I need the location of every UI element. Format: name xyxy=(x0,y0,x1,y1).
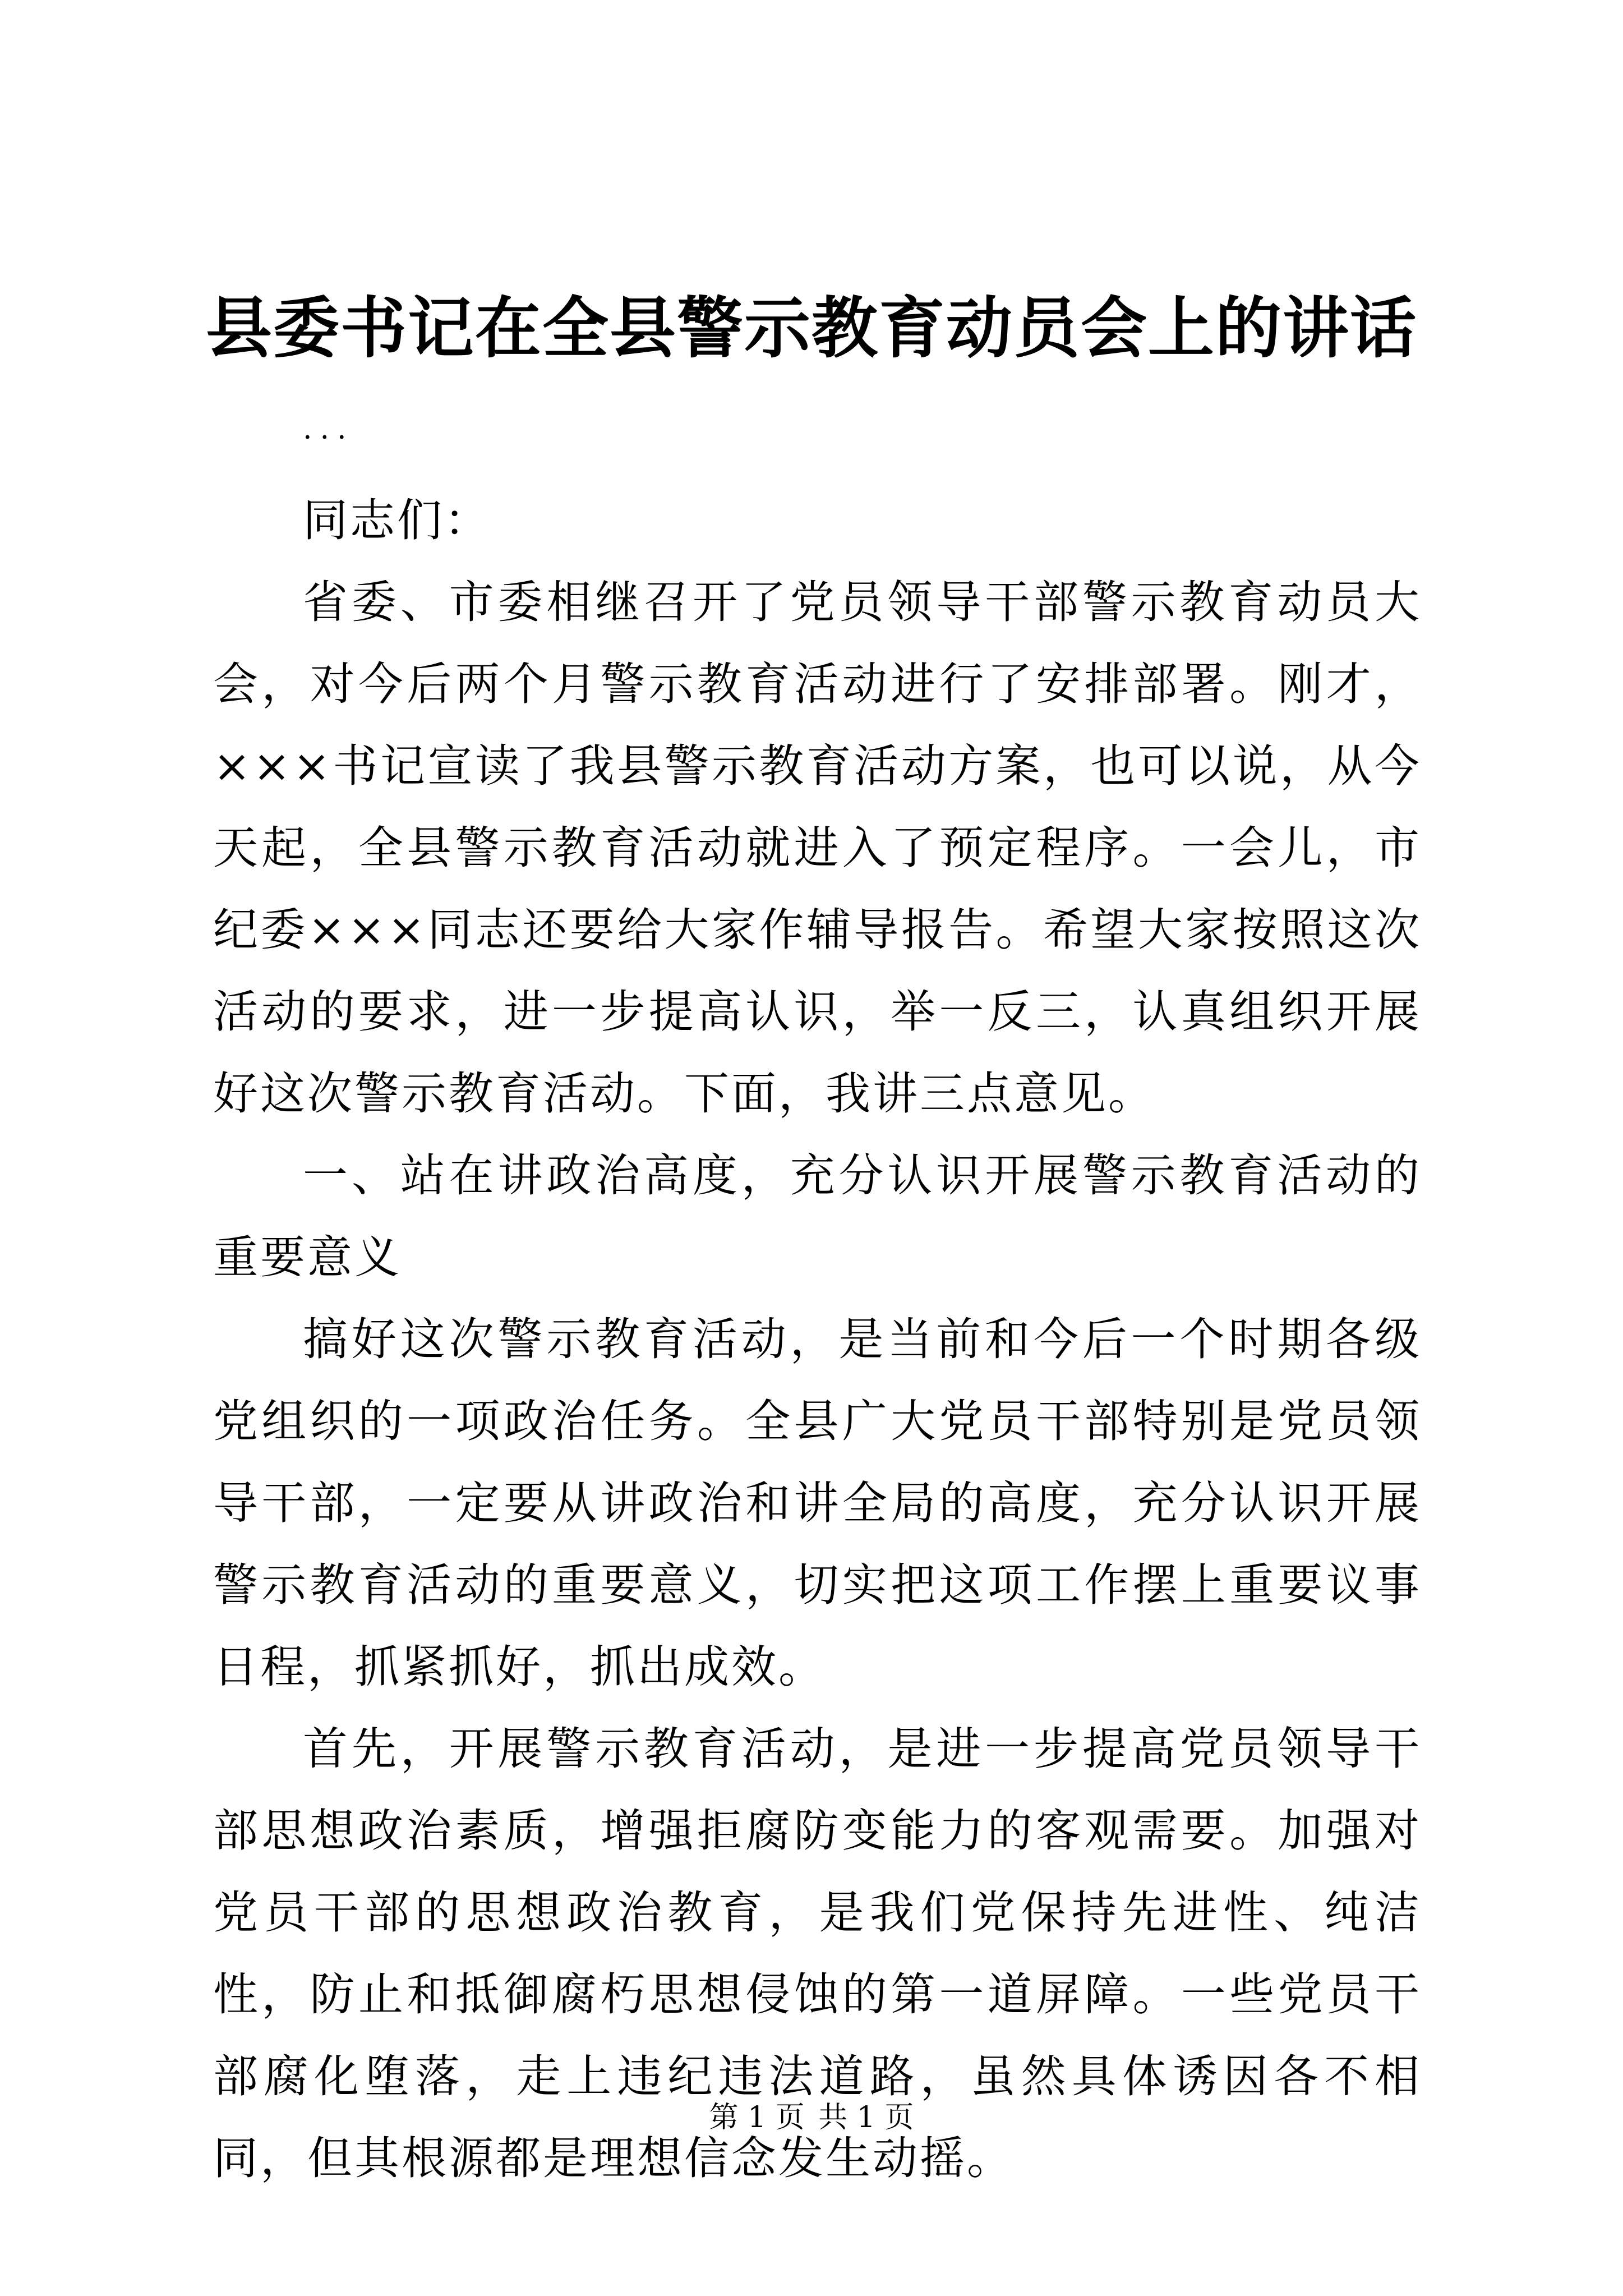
paragraph-section-1: 搞好这次警示教育活动，是当前和今后一个时期各级党组织的一项政治任务。全县广大党员干部特别是党员领导干部，一定要从讲政治和讲全局的高度，充分认识开展警示教育活动的重要意义，切实把这项工作摆上重要议事日程，抓紧抓好，抓出成效。 xyxy=(213,1313,1422,1693)
page-total: 共 1 页 xyxy=(818,2101,914,2134)
page-footer xyxy=(0,2098,1623,2137)
document-title: 县委书记在全县警示教育动员会上的讲话 xyxy=(205,289,1417,367)
page-number: 第 1 页 xyxy=(709,2101,805,2134)
ellipsis-marker: ... xyxy=(303,412,354,446)
paragraph-first-point: 首先，开展警示教育活动，是进一步提高党员领导干部思想政治素质，增强拒腐防变能力的客观需要。加强对党员干部的思想政治教育，是我们党保持先进性、纯洁性，防止和抵御腐朽思想侵蚀的第一道屏障。一些党员干部腐化堕落，走上违纪违法道路，虽然具体诱因各不相同，但其根源都是理想信念发生动摇。 xyxy=(213,1723,1422,2184)
section-heading-1: 一、站在讲政治高度，充分认识开展警示教育活动的重要意义 xyxy=(213,1149,1422,1283)
salutation: 同志们： xyxy=(303,494,491,546)
paragraph-intro: 省委、市委相继召开了党员领导干部警示教育动员大会，对今后两个月警示教育活动进行了安排部署。刚才，×××书记宣读了我县警示教育活动方案，也可以说，从今天起，全县警示教育活动就进入了预定程序。一会儿，市纪委×××同志还要给大家作辅导报告。希望大家按照这次活动的要求，进一步提高认识，举一反三，认真组织开展好这次警示教育活动。下面，我讲三点意见。 xyxy=(213,576,1422,1120)
document-body xyxy=(213,480,1422,2200)
